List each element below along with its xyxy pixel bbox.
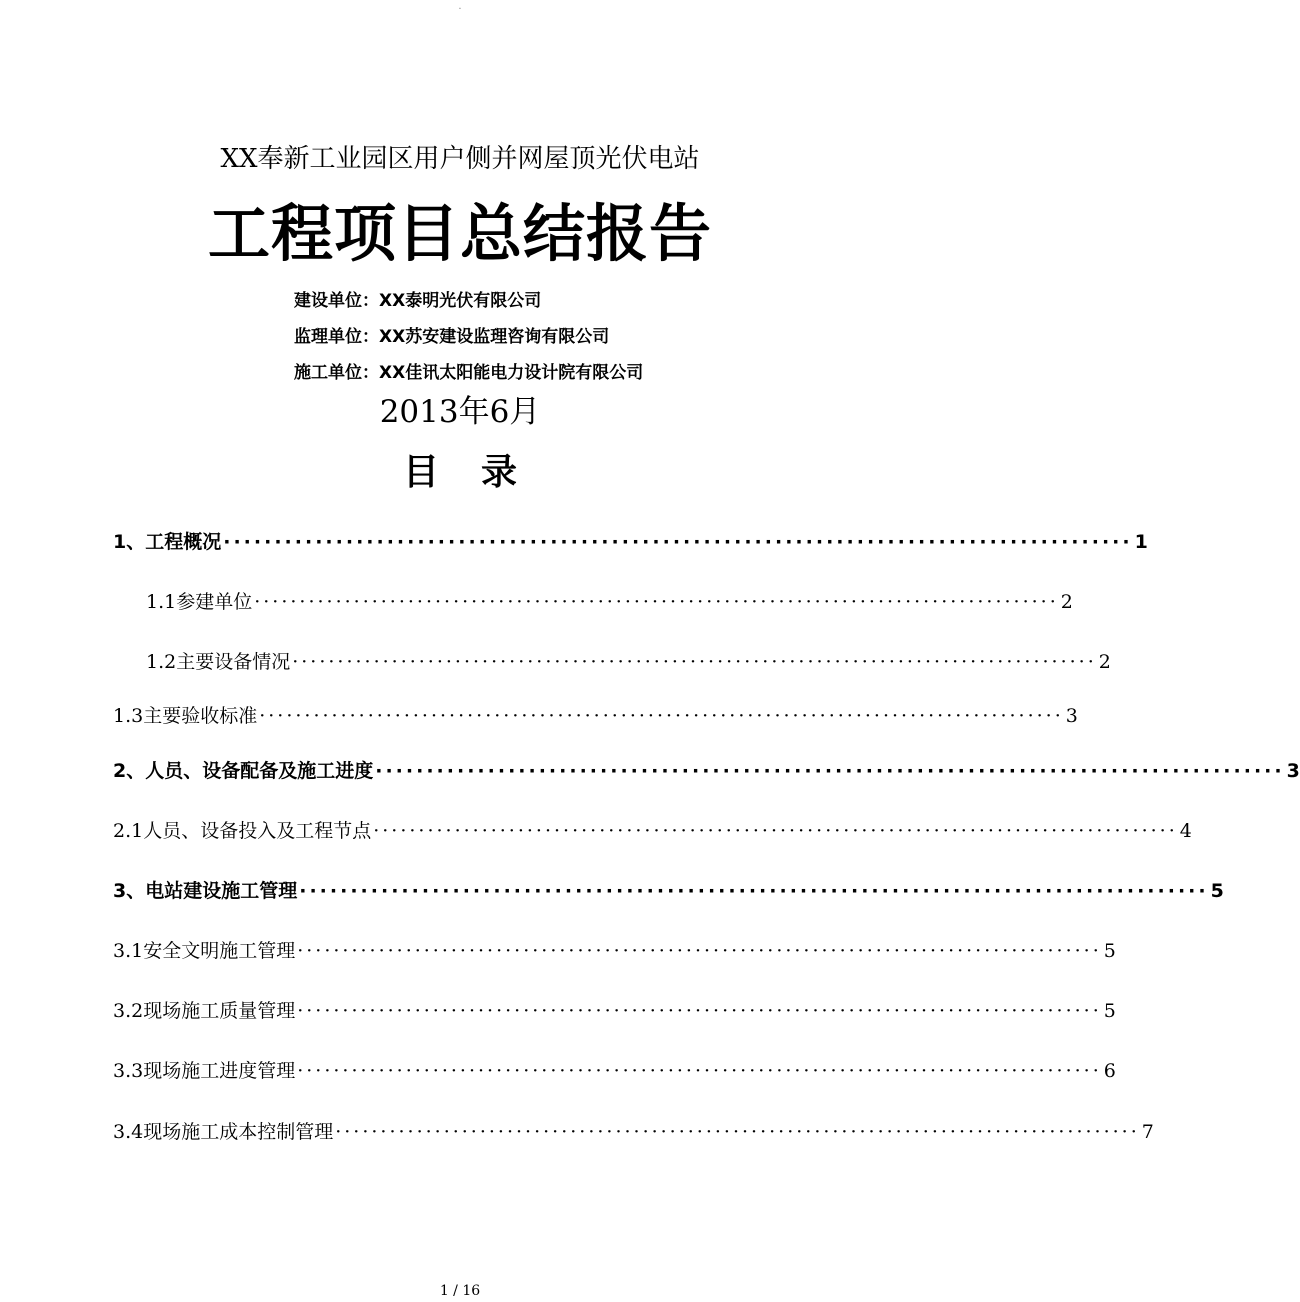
toc-leader-dots: ························································································· <box>259 705 1064 727</box>
toc-entry-page: 2 <box>1060 591 1073 613</box>
toc-leader-dots: ························································································· <box>297 1000 1102 1022</box>
toc-entry[interactable] <box>146 587 1073 617</box>
org-contractor-unit: 施工单位：XX佳讯太阳能电力设计院有限公司 <box>294 363 644 383</box>
toc-entry-label: 1.2主要设备情况 <box>146 651 291 673</box>
project-subtitle: XX奉新工业园区用户侧并网屋顶光伏电站 <box>220 144 700 174</box>
toc-entry[interactable] <box>113 1056 1116 1086</box>
report-date: 2013年6月 <box>379 394 541 430</box>
toc-entry-label: 3.1安全文明施工管理 <box>113 940 296 962</box>
toc-entry-page: 7 <box>1141 1121 1154 1143</box>
page-indicator: 1 / 16 <box>439 1283 481 1299</box>
org-supervision-unit: 监理单位：XX苏安建设监理咨询有限公司 <box>294 327 610 347</box>
toc-entry[interactable] <box>146 647 1111 677</box>
organization-list <box>294 283 894 391</box>
toc-entry-label: 2、人员、设备配备及施工进度 <box>113 760 374 782</box>
toc-leader-dots: ························································································· <box>373 820 1178 842</box>
report-title: 工程项目总结报告 <box>207 197 712 270</box>
toc-leader-dots: ························································································· <box>375 760 1285 782</box>
toc-leader-dots: ························································································· <box>254 591 1059 613</box>
toc-entry-page: 5 <box>1210 880 1224 902</box>
toc-entry-page: 5 <box>1103 940 1116 962</box>
toc-entry-page: 2 <box>1098 651 1111 673</box>
toc-leader-dots: ························································································· <box>223 531 1133 553</box>
toc-entry-page: 5 <box>1103 1000 1116 1022</box>
toc-entry[interactable] <box>113 756 1300 786</box>
toc-leader-dots: ························································································· <box>299 880 1209 902</box>
toc-entry[interactable] <box>113 816 1192 846</box>
toc-leader-dots: ························································································· <box>335 1121 1140 1143</box>
toc-entry-label: 3、电站建设施工管理 <box>113 880 298 902</box>
org-construction-unit: 建设单位：XX泰明光伏有限公司 <box>294 291 542 311</box>
top-mark: . <box>458 1 462 12</box>
toc-entry-label: 3.2现场施工质量管理 <box>113 1000 296 1022</box>
toc-entry-page: 1 <box>1134 531 1148 553</box>
toc-entry-label: 3.4现场施工成本控制管理 <box>113 1121 334 1143</box>
toc-entry-label: 1.1参建单位 <box>146 591 253 613</box>
toc-title: 目录 <box>402 452 559 493</box>
toc-entry-label: 2.1人员、设备投入及工程节点 <box>113 820 372 842</box>
toc-leader-dots: ························································································· <box>297 940 1102 962</box>
toc-entry[interactable] <box>113 701 1078 731</box>
toc-entry-label: 3.3现场施工进度管理 <box>113 1060 296 1082</box>
toc-entry[interactable] <box>113 527 1148 557</box>
toc-entry-page: 3 <box>1286 760 1300 782</box>
toc-entry[interactable] <box>113 936 1116 966</box>
toc-leader-dots: ························································································· <box>292 651 1097 673</box>
toc-entry[interactable] <box>113 876 1224 906</box>
toc-entry-page: 4 <box>1179 820 1192 842</box>
toc-leader-dots: ························································································· <box>297 1060 1102 1082</box>
toc-entry-label: 1.3主要验收标准 <box>113 705 258 727</box>
toc-entry-page: 3 <box>1065 705 1078 727</box>
toc-entry-page: 6 <box>1103 1060 1116 1082</box>
toc-entry[interactable] <box>113 996 1116 1026</box>
toc-entry[interactable] <box>113 1117 1154 1147</box>
toc-entry-label: 1、工程概况 <box>113 531 222 553</box>
